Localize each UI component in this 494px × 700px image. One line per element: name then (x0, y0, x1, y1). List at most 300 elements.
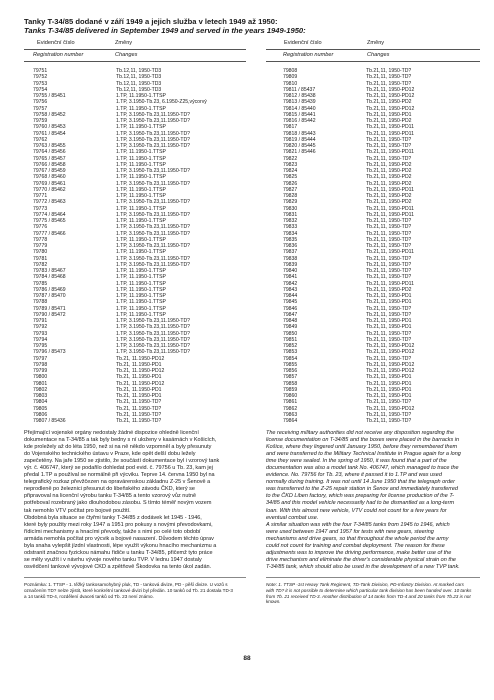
footnote-line: known. (266, 599, 281, 605)
service-changes: Tb.21,11, 1950-TD? (366, 74, 412, 81)
registration-number: 79798 (33, 361, 48, 368)
registration-number: 79776 (33, 224, 48, 231)
service-changes: 1.TP, 11.1950-1.TTSP (116, 149, 166, 156)
page-title-en: Tanks T-34/85 delivered in September 1949 and served in the years 1949-1950: (24, 26, 306, 35)
service-changes: Tb.21,11, 1950-PD12 (366, 405, 415, 412)
registration-number: 79858 (283, 380, 298, 387)
service-changes: Tb.21,11, 1950-PD12 (366, 349, 415, 356)
registration-number: 79814 / 85440 (283, 105, 316, 112)
registration-number: 79829 (283, 199, 298, 206)
service-changes: Tb.21,11, 1950-TD? (366, 224, 412, 231)
service-changes: 1.TP, 11.1950-1.TTSP (116, 218, 166, 224)
service-changes: 1.TP, 3.1950-Tb.23,11.1950-TD? (116, 143, 190, 149)
paragraph-line: připravoval na licenční výrobu tanku T-34/85 a tento vzorový vůz nutně (24, 493, 197, 500)
registration-number: 79845 (283, 299, 298, 306)
service-changes: Tb.21, 11.1950-TD? (116, 399, 162, 406)
paragraph-line: normally during training. It was not until 14 June 1950 that the telegraph order (266, 479, 455, 486)
service-changes: 1.TP, 11.1950-1.TTSP (116, 155, 166, 162)
registration-number: 79834 (283, 230, 298, 237)
registration-number: 79757 (33, 105, 48, 112)
registration-number: 79860 (283, 393, 298, 399)
service-changes: Tb.21,11, 1950-PD2 (366, 118, 412, 124)
service-changes: Tb.21,11, 1950-TD? (366, 411, 412, 418)
paragraph-line: eventual combat use. (266, 514, 319, 521)
registration-number: 79759 (33, 118, 48, 124)
service-changes: Tb.21,11, 1950-TD? (366, 155, 412, 162)
registration-number: 79769 / 85461 (33, 180, 66, 187)
registration-number: 79800 (33, 374, 48, 381)
registration-number: 79751 (33, 68, 48, 74)
service-changes: 1.TP, 11.1950-1.TTSP (116, 299, 166, 306)
header-divider-left (24, 49, 246, 50)
service-changes: 1.TP, 11.1950-1.TTSP (116, 286, 166, 293)
service-changes: Tb.21,11, 1950-PD2 (366, 99, 412, 106)
registration-number: 79837 (283, 249, 298, 256)
service-changes: Tb.21, 11.1950-TD? (116, 405, 162, 412)
registration-number: 79849 (283, 324, 298, 331)
service-changes: Tb.21,11, 1950-TD? (366, 268, 412, 274)
paragraph-line: neprodleně po železnici přesunut do libeňského závodu ČKD, který se (24, 486, 195, 493)
header-underline-left (24, 61, 246, 62)
registration-number: 79832 (283, 218, 298, 224)
registration-number: 79755 / 85451 (33, 93, 66, 99)
service-changes: Tb.21, 11.1950-PD1 (116, 386, 162, 393)
paragraph-line: předal 1.TP a používal se normálně při výcviku. Teprve 14. června 1950 byl na (24, 472, 215, 479)
registration-number: 79793 (33, 330, 48, 337)
registration-number: 79765 / 85457 (33, 155, 66, 162)
registration-number: 79791 (33, 318, 48, 324)
service-changes: Tb.21,11, 1950-PD1 (366, 393, 412, 399)
registration-number: 79786 / 85469 (33, 286, 66, 293)
service-changes: 1.TP, 3.1950-Tb.23,11.1950-TD? (116, 349, 190, 356)
footnote-line: with TD? it is not possible to determine which particular tank division has been handed over. 10 tanks (266, 587, 472, 593)
paragraph-line: mechanisms and drive gears, so that throughout the whole period the army (266, 535, 449, 542)
registration-number: 79796 / 85473 (33, 349, 66, 356)
service-changes: Tb.21,11, 1950-TD? (366, 330, 412, 337)
registration-number: 79774 / 85464 (33, 211, 66, 218)
service-changes: 1.TP, 3.1950-Tb.23,11.1950-TD? (116, 211, 190, 218)
paragraph-line: and were transferred to the Military Technical Institute in Prague again for a long (266, 451, 461, 458)
service-changes: Tb.21,11, 1950-PD2 (366, 161, 412, 168)
footnote-divider-right (266, 577, 480, 578)
paragraph-line: osvědčení tankové vývojové CKD a zpětňově Škodovka na tento úkol zadán. (24, 563, 212, 570)
registration-number: 79840 (283, 268, 298, 274)
service-changes: 1.TP, 3.1950-Tb.23,11.1950-TD? (116, 224, 190, 231)
service-changes: Tb.21,11, 1950-TD? (366, 274, 412, 281)
paragraph-line: kde proležely až do léta 1950, než si na ně někdo vzpomněl a byly přesunuty (24, 444, 212, 451)
registration-number: 79753 (33, 80, 48, 87)
registration-number: 79778 (33, 236, 48, 243)
header-reg-en-right: Registration number (283, 52, 334, 58)
service-changes: Tb.21,11, 1950-PD1 (366, 293, 412, 299)
paragraph-line: to the ČKD Liben factory, which was preparing for license production of the T- (266, 493, 455, 500)
service-changes: Tb.21, 11.1950-TD? (116, 411, 162, 418)
service-changes: Tb.21,11, 1950-PD12 (366, 361, 415, 368)
registration-number: 79816 / 85442 (283, 118, 316, 124)
service-changes: Tb.21,11, 1950-PD12 (366, 93, 415, 99)
paragraph-line: které byly použity mezi roky 1947 a 1951 pro pokusy s novými převodovkami, (24, 521, 213, 528)
service-changes: Tb.21,11, 1950-TD? (366, 418, 412, 424)
service-changes: Tb.21,11, 1950-TD? (366, 305, 412, 312)
service-changes: 1.TP, 3.1950-Tb.23,11.1950-TD? (116, 255, 190, 262)
registration-number: 79841 (283, 274, 298, 281)
header-divider-right (266, 49, 480, 50)
service-changes: Tb.12,11, 1950-TD3 (116, 68, 162, 74)
service-changes: 1.TP, 11.1950-1.TTSP (116, 205, 166, 212)
registration-number: 79819 / 85444 (283, 136, 316, 143)
paragraph-line: byla snaha vylepšit jízdní vlastnosti, lépe využít výkonu hnacího mechanizmu a (24, 542, 217, 549)
registration-number: 79790 / 85472 (33, 311, 66, 318)
registration-number: 79847 (283, 311, 298, 318)
service-changes: 1.TP, 3.1950-Tb.23,11.1950-TD? (116, 243, 190, 249)
service-changes: 1.TP, 11.1950-1.TTSP (116, 293, 166, 299)
registration-number: 79797 (33, 355, 48, 362)
registration-number: 79826 (283, 180, 298, 187)
service-changes: Tb.21,11, 1950-PD1 (366, 374, 412, 381)
paragraph-line: could not count for training and combat deployment. The reason for these (266, 542, 445, 549)
registration-number: 79852 (283, 343, 298, 349)
registration-number: 79808 (283, 68, 298, 74)
registration-number: 79851 (283, 336, 298, 343)
registration-number: 79842 (283, 280, 298, 287)
service-changes: Tb.21,11, 1950-TD? (366, 261, 412, 268)
paragraph-line: loan. With this almost new vehicle, VTV could not count for a few years for (266, 507, 447, 514)
service-changes: Tb.21,11, 1950-PD2 (366, 286, 412, 293)
registration-number: 79864 (283, 418, 298, 424)
registration-number: 79780 (33, 249, 48, 256)
service-changes: Tb.12,11, 1950-TD3 (116, 86, 162, 93)
registration-number: 79862 (283, 405, 298, 412)
service-changes: 1.TP, 3.1950-Tb.23,11.1950-TD? (116, 180, 190, 187)
footnote-line: a 14 tanků TD-4, rozdělení dvaceti tanků od Tb. 23 není známo. (24, 593, 154, 599)
service-changes: Tb.21,11, 1950-TD? (366, 255, 412, 262)
registration-number: 79787 / 85470 (33, 293, 66, 299)
registration-number: 79815 / 85441 (283, 111, 316, 118)
service-changes: Tb.21,11, 1950-PD11 (366, 211, 414, 218)
service-changes: Tb.21, 11.1950-PD12 (116, 355, 165, 362)
paragraph-line: Přejímající vojenské orgány nedostaly žádné dispozice ohledně licenční (24, 430, 199, 436)
service-changes: Tb.21,11, 1950-TD? (366, 143, 412, 149)
paragraph-line: evidence. No. 79756 for Tb. 23, where it passed it to 1.TP and was used (266, 472, 442, 479)
service-changes: Tb.21,11, 1950-PD2 (366, 199, 412, 206)
registration-number: 79799 (33, 368, 48, 374)
paragraph-line: potřeboval rozebraný jako dlouhodobou zásobu. S tímto téměř novým vozem (24, 500, 212, 507)
service-changes: 1.TP, 11.1950-1.TTSP (116, 161, 166, 168)
registration-number: 79822 (283, 155, 298, 162)
service-changes: Tb.21,11, 1950-TD? (366, 336, 412, 343)
table-left (33, 68, 207, 424)
registration-number: 79817 (283, 124, 298, 131)
registration-number: 79854 (283, 355, 298, 362)
service-changes: Tb.21,11, 1950-PD11 (366, 149, 414, 156)
service-changes: Tb.21, 11.1950-PD12 (116, 368, 165, 374)
service-changes: 1.TP, 11.1950-1.TTSP (116, 186, 166, 193)
paragraph-line: Obdobná byla situace se čtyřmi tanky T-34/85 z dodávek let 1945 - 1946, (24, 514, 202, 521)
paragraph-line: 34/85 and this model vehicle necessarily had to be dismantled as a long-term (266, 500, 455, 507)
registration-number: 79792 (33, 324, 48, 331)
service-changes: Tb.21,11, 1950-TD? (366, 230, 412, 237)
registration-number: 79843 (283, 286, 298, 293)
service-changes: Tb.21,11, 1950-TD? (366, 399, 412, 406)
service-changes: Tb.12,11, 1950-TD3 (116, 74, 162, 81)
paragraph-line: telegrafický rozkaz převžčezen na opravárenskou základnu Z-25 v Šenově a (24, 479, 211, 486)
registration-number: 79783 / 85467 (33, 268, 66, 274)
registration-number: 79853 (283, 349, 298, 356)
service-changes: 1.TP, 11.1950-1.TTSP (116, 124, 166, 131)
registration-number: 79846 (283, 305, 298, 312)
footnote-cz (24, 582, 246, 599)
service-changes: 1.TP, 11.1950-1.TTSP (116, 174, 166, 181)
service-changes: Tb.21,11, 1950-PD2 (366, 193, 412, 199)
service-changes: Tb.21,11, 1950-PD12 (366, 105, 415, 112)
service-changes: 1.TP, 11.1950-1.TTSP (116, 249, 166, 256)
footnote-divider-left (24, 577, 246, 578)
registration-number: 79762 (33, 136, 48, 143)
registration-number: 79807 / 85436 (33, 418, 66, 424)
header-underline-right (266, 61, 480, 62)
service-changes: 1.TP, 3.1950-Tb.23,11.1950-TD? (116, 336, 190, 343)
service-changes: 1.TP, 3.1950-Tb.23,11.1950-TD? (116, 261, 190, 268)
registration-number: 79820 / 85445 (283, 143, 316, 149)
service-changes: 1.TP, 3.1950-Tb.23,11.1950-TD? (116, 330, 190, 337)
registration-number: 79855 (283, 361, 298, 368)
paragraph-line: A similar situation was with the four T-34/85 tanks from 1945 to 1946, which (266, 521, 450, 528)
registration-number: 79801 (33, 380, 48, 387)
registration-number: 79804 (33, 399, 48, 406)
registration-number: 79761 / 85454 (33, 130, 66, 137)
registration-number: 79827 (283, 186, 298, 193)
registration-number: 79821 / 85446 (283, 149, 316, 156)
registration-number: 79824 (283, 168, 298, 174)
registration-number: 79831 (283, 211, 298, 218)
registration-number: 79767 / 85459 (33, 168, 66, 174)
service-changes: Tb.21,11, 1950-PD1 (366, 318, 412, 324)
service-changes: 1.TP, 11.1950-1.TTSP (116, 274, 166, 281)
service-changes: 1.TP, 3.1950-Tb.23,11.1950-TD? (116, 111, 190, 118)
service-changes: Tb.21,11, 1950-PD1 (366, 299, 412, 306)
registration-number: 79773 (33, 205, 48, 212)
service-changes: Tb.21,11, 1950-PD11 (366, 130, 414, 137)
paragraph-line: dokumentace na T-34/85 a tak byly bedny s ní uloženy v kasárnách v Košicích, (24, 437, 217, 444)
registration-number: 79789 / 85471 (33, 305, 66, 312)
registration-number: 79771 (33, 193, 48, 199)
service-changes: Tb.21,11, 1950-TD? (366, 355, 412, 362)
table-right (283, 68, 414, 424)
registration-number: 79779 (33, 243, 48, 249)
paragraph-line: were used between 1947 and 1957 for tests with new gears, steering (266, 528, 434, 535)
service-changes: 1.TP, 3.1950-Tb.23, 6.1950-Z25,výcorvý (116, 99, 207, 106)
paragraph-line: tak nemohlo VTV počítat pro bojové použití. (24, 507, 131, 514)
service-changes: Tb.21,11, 1950-PD11 (366, 280, 414, 287)
service-changes: Tb.21, 11.1950-PD1 (116, 393, 162, 399)
registration-number: 79803 (33, 393, 48, 399)
service-changes: Tb.21,11, 1950-PD1 (366, 111, 412, 118)
service-changes: Tb.21, 11.1950-PD1 (116, 361, 162, 368)
paragraph-line: The receiving military authorities did not receive any disposition regarding the (266, 430, 455, 436)
registration-number: 79838 (283, 255, 298, 262)
service-changes: 1.TP, 3.1950-Tb.23,11.1950-TD? (116, 118, 190, 124)
paragraph-line: odstranit značnou fyzickou námahu řidiče u tanku T-34/85, přičemž tyto práce (24, 549, 213, 556)
registration-number: 79758 / 85452 (33, 111, 66, 118)
service-changes: Tb.21,11, 1950-TD? (366, 243, 412, 249)
registration-number: 79782 (33, 261, 48, 268)
header-changes-en-left: Changes (115, 52, 138, 58)
registration-number: 79794 (33, 336, 48, 343)
service-changes: Tb.21,11, 1950-PD12 (366, 368, 415, 374)
registration-number: 79839 (283, 261, 298, 268)
service-changes: Tb.21,11, 1950-PD1 (366, 380, 412, 387)
registration-number: 79764 / 85456 (33, 149, 66, 156)
footnote-line: from Tb. 21 received TD-3. Another distribution of 14 tanks from TD-4 and 20 tanks from Tb.23 is not (266, 593, 471, 599)
paragraph-line: adjustments was to improve the driving performance, make better use of the (266, 549, 452, 556)
registration-number: 79784 / 85468 (33, 274, 66, 281)
service-changes: 1.TP, 11.1950-1.TTSP (116, 105, 166, 112)
service-changes: Tb.21,11, 1950-PD2 (366, 168, 412, 174)
service-changes: 1.TP, 3.1950-Tb.23,11.1950-TD? (116, 343, 190, 349)
paragraph-line: výr. č. 406747, který se podařilo dohledat pod evid. č. 79756 u Tb. 23, kam jej (24, 465, 213, 472)
paragraph-line: drive mechanism and eliminate the driver's considerable physical strain on the (266, 556, 456, 563)
registration-number: 79806 (33, 411, 48, 418)
service-changes: Tb.21,11, 1950-TD? (366, 80, 412, 87)
table-row (33, 418, 207, 424)
footnote-line: označením TD? nelze zjistit, které konkrétní tankové divizi byl předán. 10 tanků od Tb. 21 dostala TD-3 (24, 587, 233, 593)
registration-number: 79777 / 85466 (33, 230, 66, 237)
header-reg-en-left: Registration number (33, 52, 84, 58)
registration-number: 79775 / 85465 (33, 218, 66, 224)
service-changes: Tb.21, 11.1950-TD? (116, 418, 162, 424)
service-changes: Tb.21,11, 1950-TD? (366, 236, 412, 243)
page-title-cz: Tanky T-34/85 dodané v září 1949 a jejich služba v letech 1949 až 1950: (24, 17, 278, 26)
registration-number: 79813 / 85439 (283, 99, 316, 106)
footnote-en (266, 582, 480, 605)
registration-number: 79835 (283, 236, 298, 243)
paragraph-line: se měly využít i v návrhu vývoje nového tanku TVP. V lednu 1947 dostaly (24, 556, 202, 563)
registration-number: 79836 (283, 243, 298, 249)
registration-number: 79812 / 85438 (283, 93, 316, 99)
footnote-line: Poznámka: 1. TTSP - 1. těžký tankosamohybný pluk, TD - tanková divize, PD - pěší divize. U vozů s (24, 582, 228, 587)
header-reg-cz-left: Evidenční číslo (37, 40, 75, 46)
registration-number: 79863 (283, 411, 298, 418)
registration-number: 79768 / 85460 (33, 174, 66, 181)
registration-number: 79788 (33, 299, 48, 306)
registration-number: 79781 (33, 255, 48, 262)
registration-number: 79760 / 85453 (33, 124, 66, 131)
service-changes: Tb.21,11, 1950-PD12 (366, 86, 415, 93)
service-changes: 1.TP, 11.1950-1.TTSP (116, 305, 166, 312)
registration-number: 79823 (283, 161, 298, 168)
header-reg-cz-right: Evidenční číslo (284, 40, 322, 46)
service-changes: Tb.21,11, 1950-PD2 (366, 180, 412, 187)
registration-number: 79859 (283, 386, 298, 393)
service-changes: Tb.21,11, 1950-PD11 (366, 249, 414, 256)
registration-number: 79828 (283, 193, 298, 199)
header-changes-cz-right: Změny (367, 40, 385, 46)
service-changes: Tb.21,11, 1950-PD2 (366, 174, 412, 181)
registration-number: 79856 (283, 368, 298, 374)
service-changes: Tb.21,11, 1950-PD1 (366, 324, 412, 331)
service-changes: 1.TP, 3.1950-Tb.23,11.1950-TD? (116, 324, 190, 331)
service-changes: Tb.12,11, 1950-TD3 (116, 80, 162, 87)
service-changes: 1.TP, 11.1950-1.TTSP (116, 311, 166, 318)
header-changes-cz-left: Změny (115, 40, 133, 46)
service-changes: Tb.21,11, 1950-TD? (366, 136, 412, 143)
registration-number: 79805 (33, 405, 48, 412)
registration-number: 79763 / 85455 (33, 143, 66, 149)
registration-number: 79756 (33, 99, 48, 106)
service-changes: Tb.21,11, 1950-PD11 (366, 124, 414, 131)
registration-number: 79830 (283, 205, 298, 212)
registration-number: 79752 (33, 74, 48, 81)
registration-number: 79810 (283, 80, 298, 87)
footnote-line: Note: 1. TTSP -1st Heavy Tank Regiment, TD-Tank Division, PD-Infantry Division. At marked cars (266, 582, 464, 587)
service-changes: 1.TP, 3.1950-Tb.23,11.1950-TD? (116, 199, 190, 206)
service-changes: 1.TP, 3.1950-Tb.23,11.1950-TD? (116, 230, 190, 237)
service-changes: Tb.21,11, 1950-PD11 (366, 205, 414, 212)
service-changes: 1.TP, 11.1950-1.TTSP (116, 268, 166, 274)
registration-number: 79848 (283, 318, 298, 324)
registration-number: 79850 (283, 330, 298, 337)
service-changes: 1.TP, 3.1950-Tb.23,11.1950-TD? (116, 136, 190, 143)
service-changes: Tb.21, 11.1950-PD12 (116, 380, 165, 387)
registration-number: 79795 (33, 343, 48, 349)
registration-number: 79802 (33, 386, 48, 393)
service-changes: 1.TP, 3.1950-Tb.23,11.1950-TD? (116, 130, 190, 137)
paragraph-line: řídicími mechanismy a hnacími převody, takže s nimi po celé toto období (24, 528, 201, 535)
paragraph-line: was transferred to the Z-25 repair station in Šenov and immediately transferred (266, 486, 458, 493)
service-changes: 1.TP, 11.1950-1.TTSP (116, 280, 166, 287)
service-changes: Tb.21,11, 1950-PD12 (366, 343, 415, 349)
registration-number: 79818 / 85443 (283, 130, 316, 137)
paragraph-line: license documentation on T-34/85 and the boxes were placed in the barracks in (266, 437, 460, 444)
registration-number: 79811 / 85437 (283, 86, 316, 93)
registration-number: 79844 (283, 293, 298, 299)
paragraph-line: documentation was also a model tank No. 406747, which managed to trace the (266, 465, 459, 472)
service-changes: Tb.21,11, 1950-TD? (366, 68, 412, 74)
header-changes-en-right: Changes (367, 52, 390, 58)
paragraph-line: zapečetěny. Na jaře 1950 se zjistilo, že součástí dokumentace byl i vzorový tank (24, 458, 220, 465)
service-changes: Tb.21,11, 1950-PD1 (366, 386, 412, 393)
service-changes: Tb.21, 11.1950-PD1 (116, 374, 162, 381)
registration-number: 79861 (283, 399, 298, 406)
registration-number: 79825 (283, 174, 298, 181)
table-row (283, 418, 414, 424)
paragraph-line: armáda nemohla počítat pro výcvik a bojové nasazení. Důvodem těchto úprav (24, 535, 214, 542)
registration-number: 79772 / 85463 (33, 199, 66, 206)
service-changes: Tb.21,11, 1950-TD? (366, 218, 412, 224)
service-changes: 1.TP, 11.1950-1.TTSP (116, 236, 166, 243)
paragraph-en (266, 430, 480, 571)
paragraph-line: time they were sealed. In the spring of 1950, it was found that a part of the (266, 458, 447, 465)
service-changes: 1.TP, 11.1950-1.TTSP (116, 193, 166, 199)
service-changes: Tb.21,11, 1950-TD? (366, 311, 412, 318)
registration-number: 79833 (283, 224, 298, 231)
registration-number: 79785 (33, 280, 48, 287)
service-changes: Tb.21,11, 1950-PD11 (366, 186, 414, 193)
paragraph-line: do Vojenského technického ústavu v Praze, kde opět delší dobu ležely (24, 451, 196, 458)
service-changes: 1.TP, 3.1950-Tb.23,11.1950-TD? (116, 168, 190, 174)
registration-number: 79766 / 85458 (33, 161, 66, 168)
service-changes: 1.TP, 3.1950-Tb.23,11.1950-TD? (116, 318, 190, 324)
page-number: 88 (243, 655, 251, 662)
registration-number: 79754 (33, 86, 48, 93)
paragraph-line: Košice, where they lingered until January 1950, before they remembered them (266, 444, 458, 451)
registration-number: 79770 / 85462 (33, 186, 66, 193)
registration-number: 79809 (283, 74, 298, 81)
registration-number: 79857 (283, 374, 298, 381)
service-changes: 1.TP, 11.1950-1.TTSP (116, 93, 166, 99)
paragraph-cz (24, 430, 246, 571)
paragraph-line: T-34/85 tank, which should also be used in the development of a new TVP tank. (266, 563, 460, 570)
